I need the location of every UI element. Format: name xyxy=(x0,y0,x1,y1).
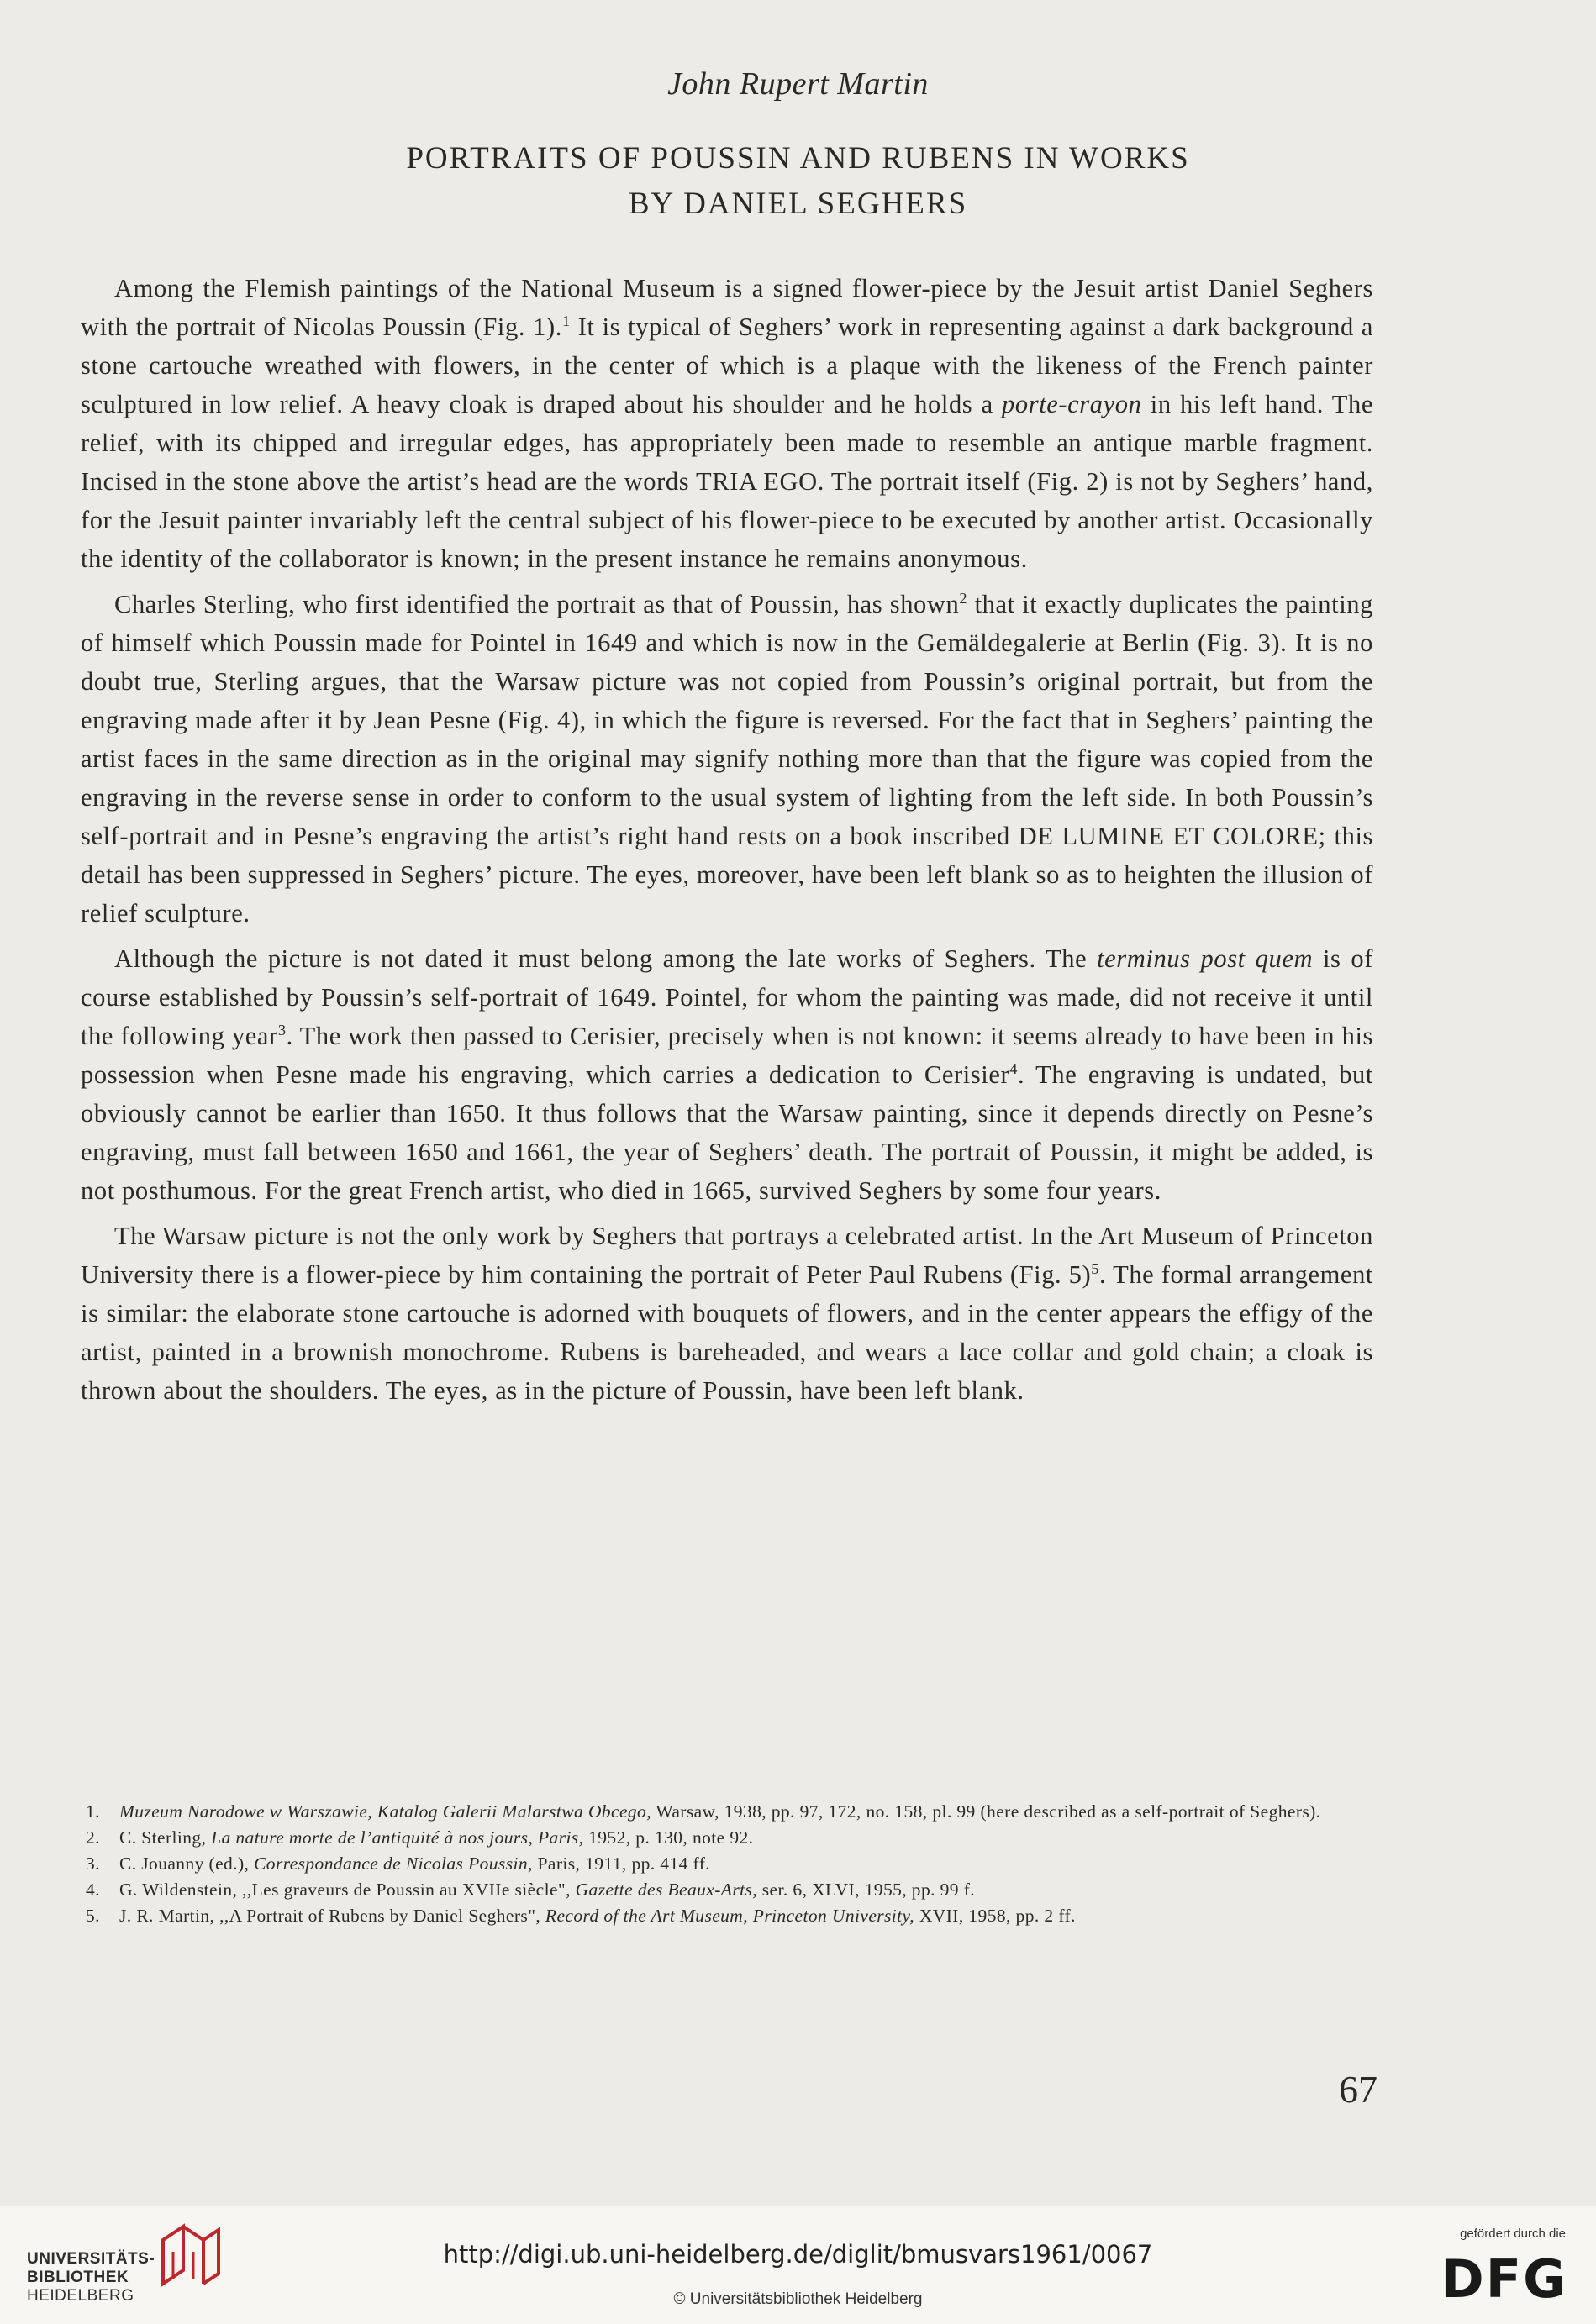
footnote-5: 5. J. R. Martin, ,,A Portrait of Rubens by Daniel Seghers", Record of the Art Museum, Princeton University, XVII, 1958, pp. 2 ff. xyxy=(86,1906,1076,1926)
source-url-link[interactable]: http://digi.ub.uni-heidelberg.de/diglit/bmusvars1961/0067 xyxy=(443,2240,1153,2269)
paragraph-1: Among the Flemish paintings of the National Museum is a signed flower-piece by the Jesuit artist Daniel Seghers with the portrait of Nicolas Poussin (Fig. 1).$^1$ It is typical of Seghers’ work in representing against a dark background a stone cartouche wreathed with flowers, in the center of which is a plaque with the likeness of the French painter sculptured in low relief. A heavy cloak is draped about his shoulder and he holds a porte-crayon in his left hand. The relief, with its chipped and irregular edges, has appropriately been made to resemble an antique marble fragment. Incised in the stone above the artist’s head are the words TRIA EGO. The portrait itself (Fig. 2) is not by Seghers’ hand, for the Jesuit painter invariably left the central subject of his flower-piece to be executed by another artist. Occasionally the identity of the collaborator is known; in the present instance he remains anonymous. xyxy=(81,274,1374,573)
copyright-notice: © Universitätsbibliothek Heidelberg xyxy=(673,2290,923,2308)
article-title xyxy=(0,136,1596,227)
title-line-1: PORTRAITS OF POUSSIN AND RUBENS IN WORKS xyxy=(406,141,1190,176)
title-line-2: BY DANIEL SEGHERS xyxy=(628,187,968,221)
footnotes xyxy=(86,1799,1370,1929)
footnote-ref-1: 1 xyxy=(561,312,571,329)
library-name: UNIVERSITÄTS- BIBLIOTHEK HEIDELBERG xyxy=(27,2250,155,2305)
dfg-logo: DFG xyxy=(1441,2248,1567,2310)
footnote-ref-5: 5 xyxy=(1091,1259,1100,1277)
author-name: John Rupert Martin xyxy=(667,66,929,102)
article-body xyxy=(81,269,1373,1410)
footnote-2: 2. C. Sterling, La nature morte de l’antiquité à nos jours, Paris, 1952, p. 130, note 92. xyxy=(86,1827,754,1848)
footnote-1: 1. Muzeum Narodowe w Warszawie, Katalog Galerii Malarstwa Obcego, Warsaw, 1938, pp. 97, 172, no. 158, pl. 99 (here described as a self-portrait of Seghers). xyxy=(86,1801,1321,1822)
footnote-ref-3: 3 xyxy=(277,1021,287,1038)
footnote-4: 4. G. Wildenstein, ,,Les graveurs de Poussin au XVIIe siècle", Gazette des Beaux-Arts, ser. 6, XLVI, 1955, pp. 99 f. xyxy=(86,1880,976,1900)
footnote-ref-4: 4 xyxy=(1009,1059,1019,1077)
paragraph-4: The Warsaw picture is not the only work by Seghers that portrays a celebrated artist. In the Art Museum of Princeton University there is a flower-piece by him containing the portrait of Peter Paul Rubens (Fig. 5)$^5$. The formal arrangement is similar: the elaborate stone cartouche is adorned with bouquets of flowers, and in the center appears the effigy of the artist, painted in a brownish monochrome. Rubens is bareheaded, and wears a lace collar and gold chain; a cloak is thrown about the shoulders. The eyes, as in the picture of Poussin, have been left blank. xyxy=(81,1222,1373,1405)
funding-note: gefördert durch die xyxy=(1460,2227,1566,2241)
paragraph-2: Charles Sterling, who first identified the portrait as that of Poussin, has shown$^2$ that it exactly duplicates the painting of himself which Poussin made for Pointel in 1649 and which is now in the Gemäldegalerie at Berlin (Fig. 3). It is no doubt true, Sterling argues, that the Warsaw picture was not copied from Poussin’s original portrait, but from the engraving made after it by Jean Pesne (Fig. 4), in which the figure is reversed. For the fact that in Seghers’ painting the artist faces in the same direction as in the original may signify nothing more than that the figure was copied from the engraving in the reverse sense in order to conform to the usual system of lighting from the left side. In both Poussin’s self-portrait and in Pesne’s engraving the artist’s right hand rests on a book inscribed DE LUMINE ET COLORE; this detail has been suppressed in Seghers’ picture. The eyes, moreover, have been left blank so as to heighten the illusion of relief sculpture. xyxy=(81,589,1373,928)
footnote-ref-2: 2 xyxy=(959,589,968,607)
paragraph-3: Although the picture is not dated it must belong among the late works of Seghers. The terminus post quem is of course established by Poussin’s self-portrait of 1649. Pointel, for whom the painting was made, did not receive it until the following year$^3$. The work then passed to Cerisier, precisely when is not known: it seems already to have been in his possession when Pesne made his engraving, which carries a dedication to Cerisier$^4$. The engraving is undated, but obviously cannot be earlier than 1650. It thus follows that the Warsaw painting, since it depends directly on Pesne’s engraving, must fall between 1650 and 1661, the year of Seghers’ death. The portrait of Poussin, it might be added, is not posthumous. For the great French artist, who died in 1665, survived Seghers by some four years. xyxy=(81,944,1373,1205)
page-number: 67 xyxy=(1339,2068,1377,2111)
footnote-3: 3. C. Jouanny (ed.), Correspondance de Nicolas Poussin, Paris, 1911, pp. 414 ff. xyxy=(86,1853,711,1874)
